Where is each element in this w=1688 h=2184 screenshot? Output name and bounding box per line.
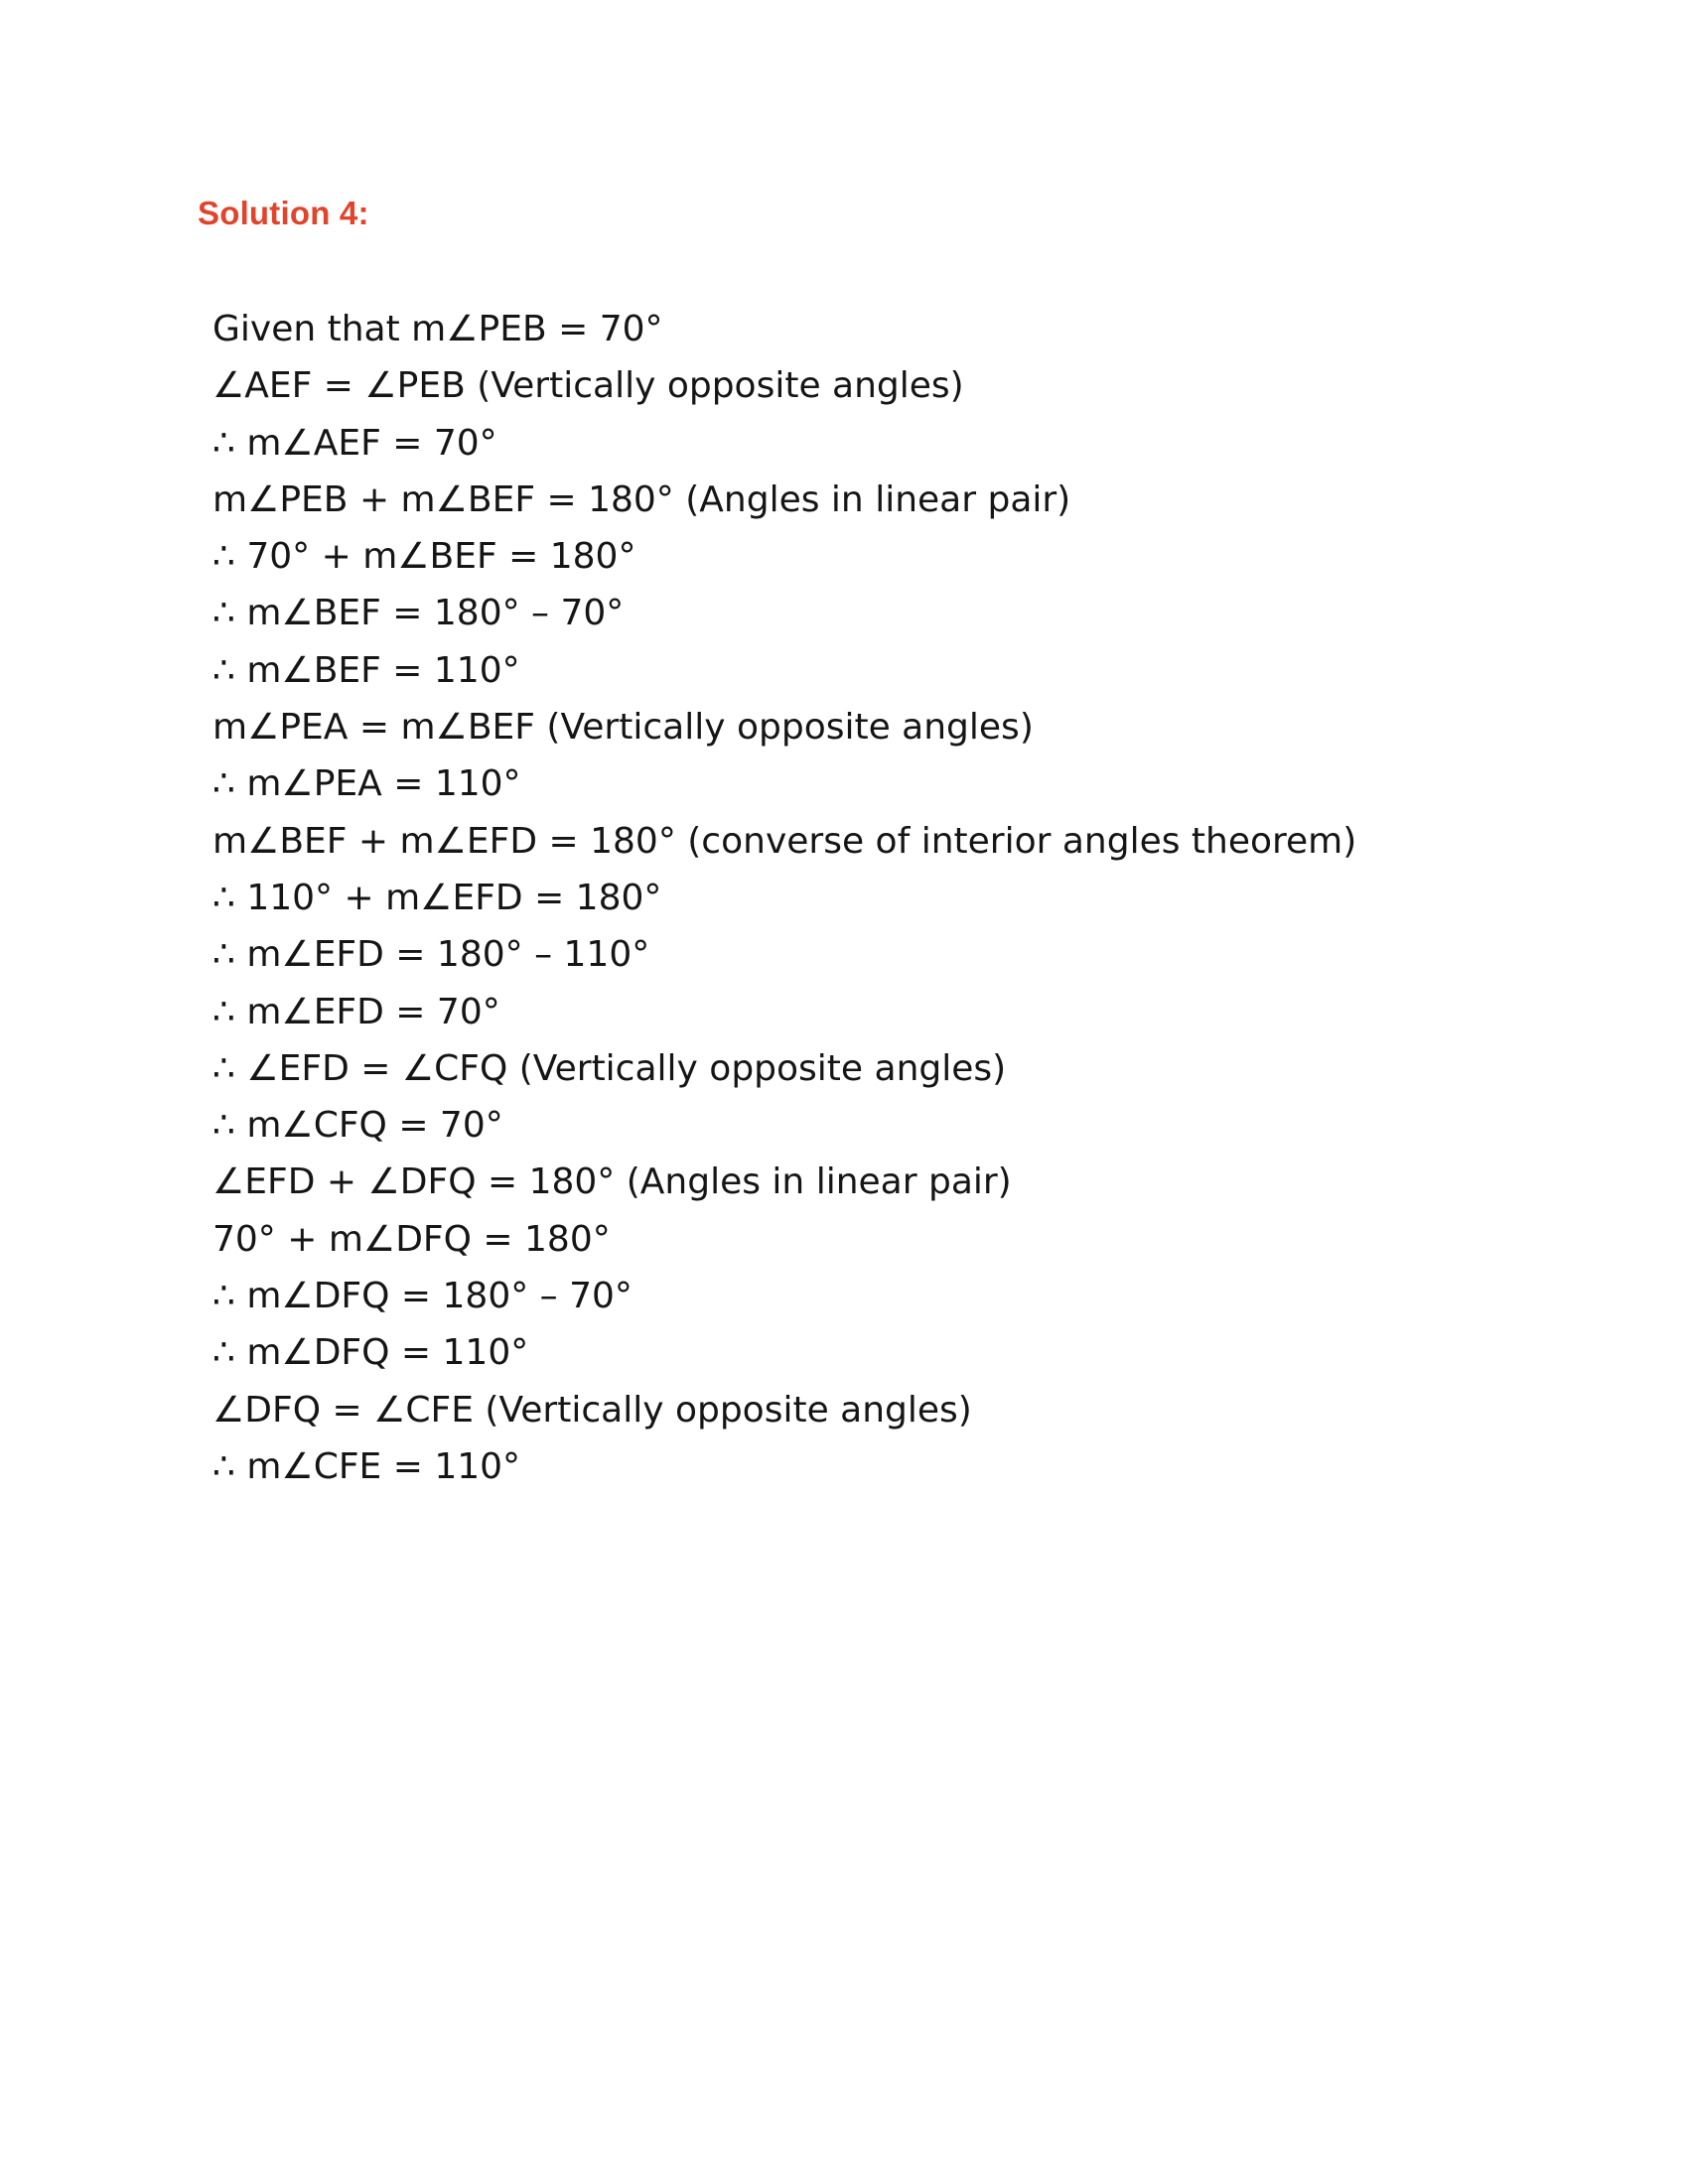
solution-step: ∠DFQ = ∠CFE (Vertically opposite angles) [212,1389,972,1431]
solution-step: Given that m∠PEB = 70° [212,309,663,349]
solution-step: ∴ m∠BEF = 180° – 70° [212,593,625,634]
solution-step: ∴ ∠EFD = ∠CFQ (Vertically opposite angles) [212,1047,1007,1089]
solution-step: ∴ m∠DFQ = 110° [212,1332,529,1374]
solution-step: m∠BEF + m∠EFD = 180° (converse of interior angles theorem) [212,820,1357,862]
solution-step: ∴ m∠EFD = 180° – 110° [212,934,650,976]
solution-step: ∴ m∠DFQ = 180° – 70° [212,1276,633,1317]
solution-steps [212,301,1503,1495]
solution-step: m∠PEA = m∠BEF (Vertically opposite angles) [212,707,1034,749]
solution-step: m∠PEB + m∠BEF = 180° (Angles in linear pair) [212,478,1071,520]
solution-step: ∴ m∠CFQ = 70° [212,1105,503,1147]
solution-step: 70° + m∠DFQ = 180° [212,1218,611,1260]
solution-step: ∠AEF = ∠PEB (Vertically opposite angles) [212,365,964,407]
solution-step: ∴ m∠CFE = 110° [212,1445,521,1487]
solution-step: ∠EFD + ∠DFQ = 180° (Angles in linear pair) [212,1161,1012,1203]
solution-step: ∴ m∠BEF = 110° [212,649,520,691]
solution-step: ∴ m∠PEA = 110° [212,763,521,805]
solution-step: ∴ 70° + m∠BEF = 180° [212,536,636,578]
solution-heading: Solution 4: [198,195,369,231]
solution-step: ∴ m∠EFD = 70° [212,991,500,1032]
solution-step: ∴ m∠AEF = 70° [212,422,497,464]
solution-step: ∴ 110° + m∠EFD = 180° [212,877,662,918]
